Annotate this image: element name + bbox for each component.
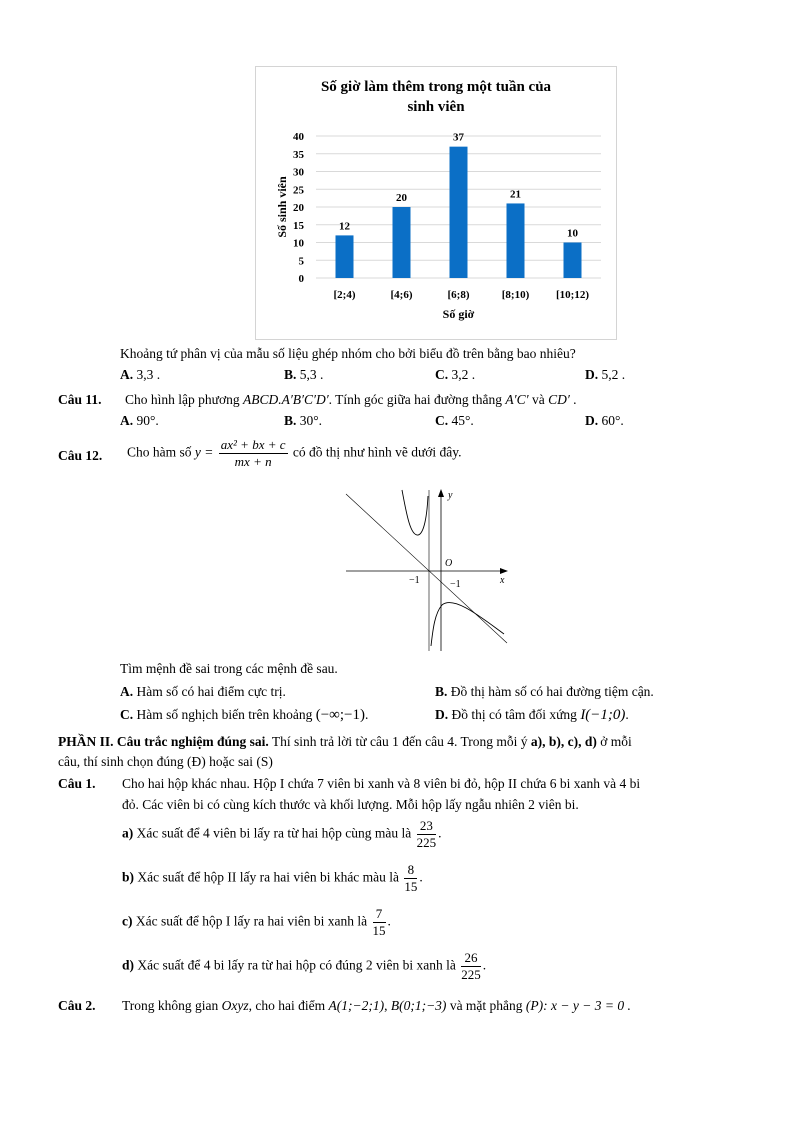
graph-right-branch xyxy=(431,603,504,646)
chart-canvas xyxy=(256,67,616,339)
q11-stem: Cho hình lập phương ABCD.A′B′C′D′. Tính góc giữa hai đường thẳng A′C′ và CD′ . xyxy=(125,392,577,407)
q12-question: Tìm mệnh đề sai trong các mệnh đề sau. xyxy=(120,661,338,676)
part2-intro-line2: câu, thí sinh chọn đúng (Đ) hoặc sai (S) xyxy=(58,754,273,769)
q12-option-a[interactable]: A. Hàm số có hai điểm cực trị. xyxy=(120,684,286,699)
q11-option-d[interactable]: D. 60°. xyxy=(585,413,624,428)
label-y: y xyxy=(448,490,453,501)
q11-line2: CD′ xyxy=(548,392,570,407)
data-label: 10 xyxy=(567,227,578,240)
q11-option-a[interactable]: A. 90°. xyxy=(120,413,159,428)
x-tick-label: [8;10) xyxy=(501,289,530,301)
y-axis-arrow xyxy=(438,489,444,497)
q10-option-c[interactable]: C. 3,2 . xyxy=(435,367,476,382)
c2-label: Câu 2. xyxy=(58,998,96,1013)
q12-label: Câu 12. xyxy=(58,448,103,463)
q11-line1: A′C′ xyxy=(505,392,529,407)
y-tick-label: 5 xyxy=(298,255,304,268)
y-tick-label: 25 xyxy=(293,184,304,197)
c1-label: Câu 1. xyxy=(58,776,96,791)
x-axis-label: Số giờ xyxy=(442,307,475,321)
y-tick-label: 35 xyxy=(293,148,304,161)
y-tick-label: 15 xyxy=(293,219,304,232)
q10-option-d[interactable]: D. 5,2 . xyxy=(585,367,626,382)
c1-line1: Cho hai hộp khác nhau. Hộp I chứa 7 viên bi xanh và 8 viên bi đỏ, hộp II chứa 6 bi xanh và 4 bi xyxy=(122,776,641,791)
y-tick-label: 20 xyxy=(293,202,304,214)
bar xyxy=(393,207,411,278)
q11-label: Câu 11. xyxy=(58,392,102,407)
q12-d-center: I(−1;0) xyxy=(580,707,626,723)
bar-chart xyxy=(255,66,617,340)
q12-c-interval: (−∞;−1) xyxy=(315,707,365,723)
data-label: 21 xyxy=(510,188,521,201)
label-minus1-x: −1 xyxy=(409,575,420,586)
q10-d-text: 5,2 . xyxy=(601,367,626,382)
y-tick-label: 10 xyxy=(293,237,304,250)
c2-plane: (P): x − y − 3 = 0 . xyxy=(525,998,631,1013)
part2-intro: PHẦN II. Câu trắc nghiệm đúng sai. Thí sinh trả lời từ câu 1 đến câu 4. Trong mỗi ý a), b), c), d) ở mỗi xyxy=(58,734,632,749)
label-origin: O xyxy=(445,558,453,569)
y-tick-label: 30 xyxy=(293,166,304,179)
c2-point-a: A(1;−2;1) xyxy=(328,998,385,1013)
q12-fraction: $\frac{\text{ax² + bx + c}}{mx + n}$ xyxy=(220,437,286,469)
data-label: 20 xyxy=(396,192,407,204)
c2-space: Oxyz xyxy=(221,998,249,1013)
c1-item-b[interactable]: b) Xác suất để hộp II lấy ra hai viên bi khác màu là $\frac{8}{15}$ . xyxy=(122,862,423,894)
x-tick-label: [6;8) xyxy=(447,289,470,301)
c1-item-a[interactable]: a) Xác suất để 4 viên bi lấy ra từ hai hộp cùng màu là $\frac{23}{225}$ . xyxy=(122,818,442,850)
data-label: 37 xyxy=(453,131,464,144)
x-tick-label: [10;12) xyxy=(556,289,589,301)
c2-point-b: B(0;1;−3) xyxy=(390,998,447,1013)
q10-option-a[interactable]: A. 3,3 . xyxy=(120,367,161,382)
part2-heading: PHẦN II. Câu trắc nghiệm đúng sai. xyxy=(58,734,269,749)
q11-cube: ABCD.A′B′C′D′ xyxy=(242,392,329,407)
q11-option-c[interactable]: C. 45°. xyxy=(435,413,474,428)
chart-title-line2: sinh viên xyxy=(407,99,465,115)
data-label: 12 xyxy=(339,220,350,233)
x-axis-arrow xyxy=(500,568,508,574)
q12-option-c[interactable]: C. Hàm số nghịch biến trên khoảng (−∞;−1). xyxy=(120,707,369,723)
bar xyxy=(564,243,582,279)
q10-b-text: 5,3 . xyxy=(299,367,324,382)
q10-option-b[interactable]: B. 5,3 . xyxy=(284,367,324,382)
x-tick-label: [4;6) xyxy=(390,289,413,301)
q12-stem: Cho hàm số y = $\frac{\text{ax² + bx + c}}{mx + n}$ có đồ thị như hình vẽ dưới đây. xyxy=(127,437,462,469)
bar xyxy=(336,235,354,278)
chart-title-line1: Số giờ làm thêm trong một tuần của xyxy=(320,79,552,95)
q12-option-b[interactable]: B. Đồ thị hàm số có hai đường tiệm cận. xyxy=(435,684,654,699)
y-tick-label: 0 xyxy=(298,273,304,285)
c1-line2: đỏ. Các viên bi có cùng kích thước và khối lượng. Mỗi hộp lấy ngẫu nhiên 2 viên bi. xyxy=(122,797,579,812)
bar xyxy=(450,147,468,278)
graph-left-branch xyxy=(402,490,428,535)
y-tick-label: 40 xyxy=(293,131,304,143)
c2-stem: Trong không gian Oxyz, cho hai điểm A(1;−2;1), B(0;1;−3) và mặt phẳng (P): x − y − 3 = 0 . xyxy=(122,998,631,1013)
x-tick-label: [2;4) xyxy=(333,289,356,301)
label-x: x xyxy=(500,575,505,586)
q12-option-d[interactable]: D. Đồ thị có tâm đối xứng I(−1;0). xyxy=(435,707,629,723)
c1-item-c[interactable]: c) Xác suất để hộp I lấy ra hai viên bi xanh là $\frac{7}{15}$ . xyxy=(122,906,391,938)
y-axis-label: Số sinh viên xyxy=(275,176,289,238)
label-minus1-y: −1 xyxy=(450,579,461,590)
c1-item-d[interactable]: d) Xác suất để 4 bi lấy ra từ hai hộp có đúng 2 viên bi xanh là $\frac{26}{225}$ . xyxy=(122,950,487,982)
q10-c-text: 3,2 . xyxy=(451,367,476,382)
bar xyxy=(507,203,525,278)
q11-option-b[interactable]: B. 30°. xyxy=(284,413,323,428)
q10-a-text: 3,3 . xyxy=(136,367,161,382)
function-graph xyxy=(342,486,522,656)
q10-question: Khoảng tứ phân vị của mẫu số liệu ghép nhóm cho bởi biểu đồ trên bằng bao nhiêu? xyxy=(120,346,576,361)
